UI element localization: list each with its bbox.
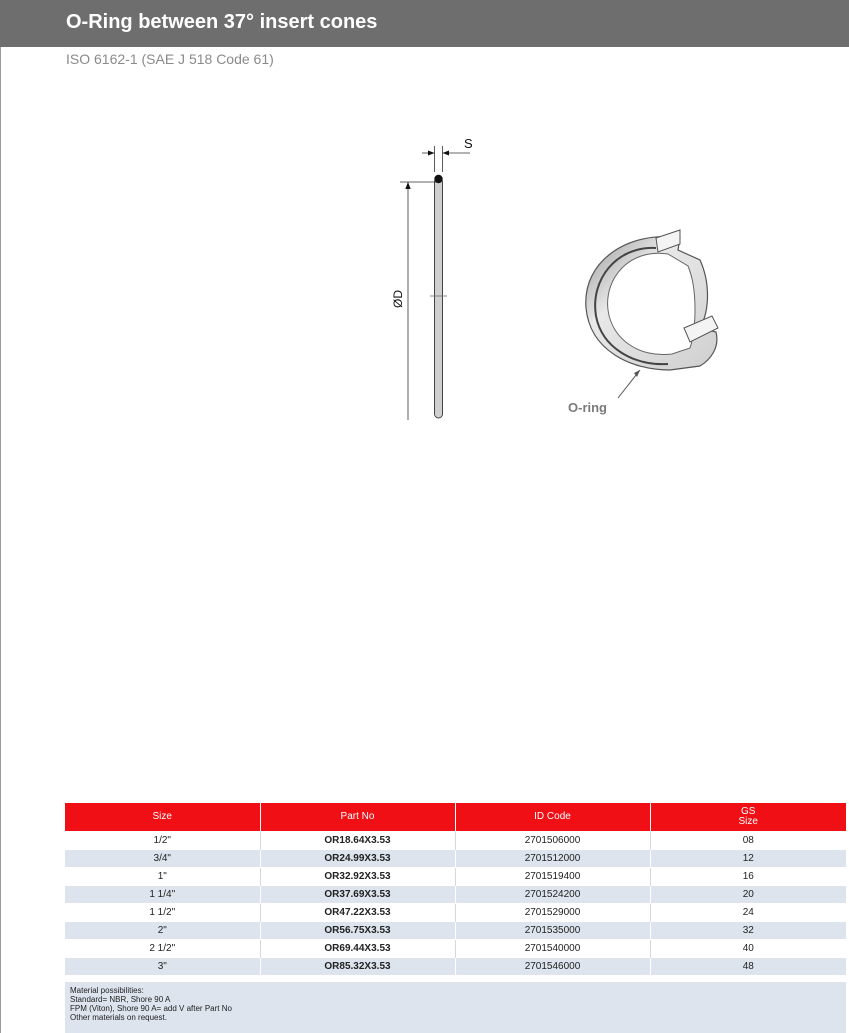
cell-id-code: 2701506000 [455,832,650,850]
cell-id-code: 2701535000 [455,922,650,940]
column-header-part-no: Part No [260,803,455,832]
table-row [65,922,846,940]
gs-header-line2: Size [738,816,758,827]
cell-part-no: OR37.69X3.53 [260,886,455,904]
dimension-od-label: ØD [391,290,405,308]
page-header [0,0,849,47]
s-arrow-left-head [428,151,435,156]
fitting-cutaway-illustration [560,220,750,420]
cell-part-no: OR85.32X3.53 [260,958,455,976]
page-title: O-Ring between 37° insert cones [66,11,378,33]
od-arrow-head [405,182,410,189]
cell-gs-size: 20 [650,886,846,904]
cell-gs-size: 08 [650,832,846,850]
cell-gs-size: 12 [650,850,846,868]
notes-line: FPM (Viton), Shore 90 A= add V after Part No [70,1004,232,1013]
cell-size: 2" [65,922,260,940]
cell-size: 1" [65,868,260,886]
column-header-gs-size [650,803,846,832]
cell-size: 1 1/4" [65,886,260,904]
table-row [65,958,846,976]
oring-section-bar [435,178,443,418]
cell-id-code: 2701540000 [455,940,650,958]
oring-dimension-drawing [370,130,500,430]
cell-gs-size: 40 [650,940,846,958]
cell-gs-size: 24 [650,904,846,922]
gs-header-line1: GS [741,806,756,817]
cell-size: 3" [65,958,260,976]
cell-id-code: 2701529000 [455,904,650,922]
column-header-id-code: ID Code [455,803,650,832]
page-subtitle: ISO 6162-1 (SAE J 518 Code 61) [66,51,274,67]
cell-part-no: OR56.75X3.53 [260,922,455,940]
cell-size: 1/2" [65,832,260,850]
table-row [65,850,846,868]
cell-id-code: 2701546000 [455,958,650,976]
notes-line: Other materials on request. [70,1013,167,1022]
cell-size: 2 1/2" [65,940,260,958]
table-row [65,886,846,904]
table-row [65,904,846,922]
s-arrow-right-head [443,151,450,156]
cell-part-no: OR24.99X3.53 [260,850,455,868]
cell-part-no: OR47.22X3.53 [260,904,455,922]
table-row [65,940,846,958]
table-row [65,832,846,850]
dimension-s-label: S [464,136,473,151]
cell-id-code: 2701519400 [455,868,650,886]
material-notes [65,982,846,1033]
cell-id-code: 2701524200 [455,886,650,904]
column-header-size: Size [65,803,260,832]
cell-gs-size: 32 [650,922,846,940]
table-header-row [65,803,846,832]
oring-callout-label: O-ring [568,400,607,415]
cell-gs-size: 48 [650,958,846,976]
notes-line: Material possibilities: [70,986,144,995]
cell-id-code: 2701512000 [455,850,650,868]
cell-gs-size: 16 [650,868,846,886]
cell-size: 3/4" [65,850,260,868]
cell-part-no: OR32.92X3.53 [260,868,455,886]
cell-size: 1 1/2" [65,904,260,922]
page-left-rule [0,0,1,1033]
cell-part-no: OR18.64X3.53 [260,832,455,850]
notes-line: Standard= NBR, Shore 90 A [70,995,171,1004]
cell-part-no: OR69.44X3.53 [260,940,455,958]
table-row [65,868,846,886]
oring-spec-table [65,803,846,975]
